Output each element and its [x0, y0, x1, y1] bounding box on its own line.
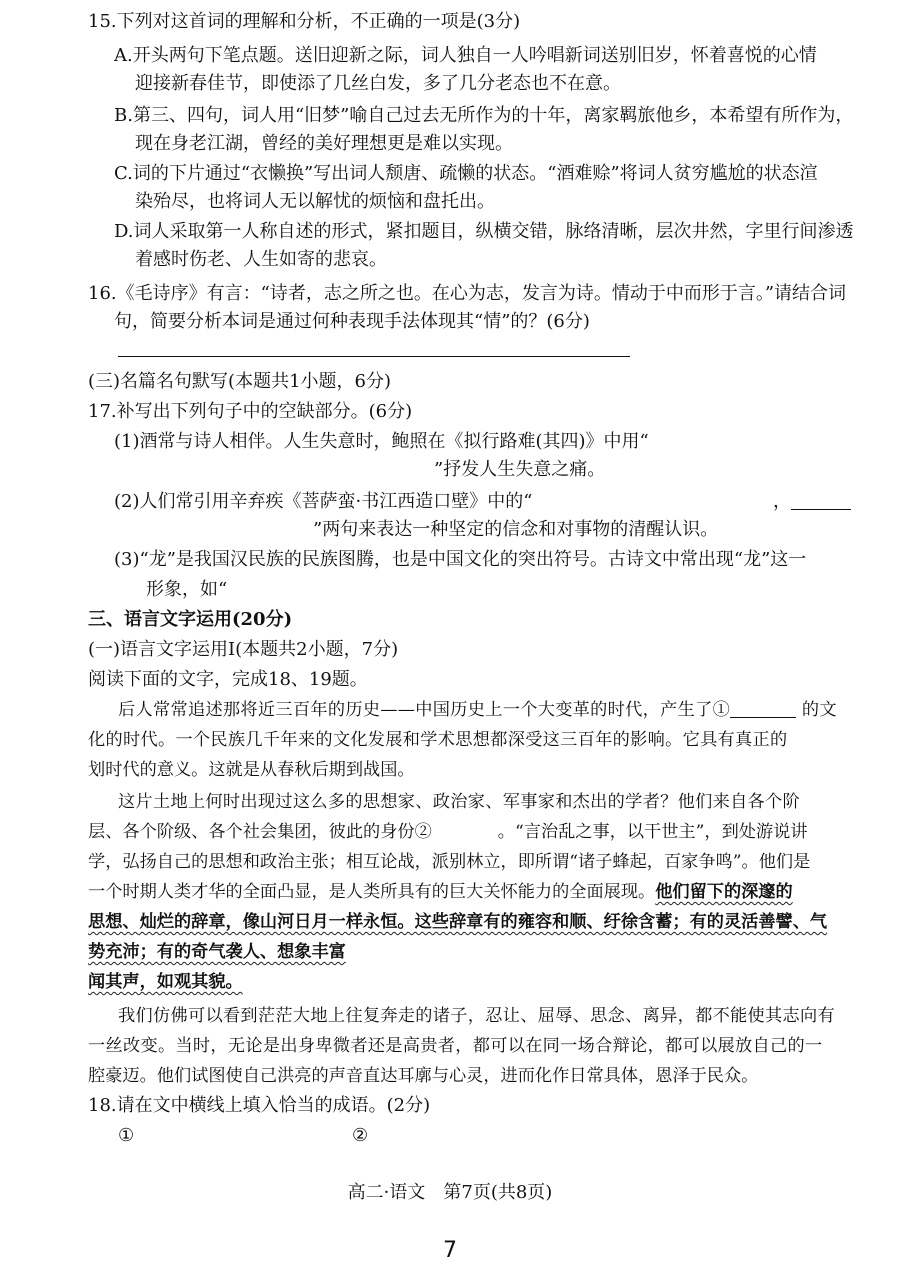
q16-stem-line2: 句，简要分析本词是通过何种表现手法体现其“情”的？(6分) [114, 311, 590, 332]
passage-p2-line2: 层、各个阶级、各个社会集团，彼此的身份② 。“言治乱之事，以干世主”，到处游说讲 [88, 822, 808, 842]
q18-stem: 18.请在文中横线上填入恰当的成语。(2分) [88, 1095, 431, 1116]
reading-instruction: 阅读下面的文字，完成18、19题。 [88, 669, 368, 690]
passage-p2-line5: 思想、灿烂的辞章，像山河日月一样永恒。这些辞章有的雍容和顺、纡徐含蓄；有的灵活善譬、气 [88, 912, 828, 932]
blank-1 [730, 699, 796, 718]
page-footer: 高二·语文 第7页(共8页) [347, 1182, 553, 1203]
passage-p2-line1: 这片土地上何时出现过这么多的思想家、政治家、军事家和杰出的学者？他们来自各个阶 [118, 792, 801, 812]
q17-part2-underline [791, 491, 851, 510]
q16-stem-line1: 16.《毛诗序》有言：“诗者，志之所之也。在心为志，发言为诗。情动于中而形于言。”请结合词 [88, 283, 847, 304]
passage-p1-line2: 化的时代。一个民族几千年来的文化发展和学术思想都深受这三百年的影响。它具有真正的 [88, 730, 788, 750]
q17-part3: (3)“龙”是我国汉民族的民族图腾，也是中国文化的突出符号。古诗文中常出现“龙”这一 [114, 549, 807, 570]
q16-answer-line [118, 356, 630, 357]
q17-part1 [114, 430, 649, 454]
q15-stem: 15.下列对这首词的理解和分析，不正确的一项是(3分) [88, 11, 521, 32]
q15-option-c-line2: 染殆尽，也将词人无以解忧的烦恼和盘托出。 [135, 191, 495, 212]
q15-option-a-line1: A.开头两句下笔点题。送旧迎新之际，词人独自一人吟唱新词送别旧岁，怀着喜悦的心情 [114, 45, 817, 66]
passage-p1-line1: 后人常常追述那将近三百年的历史——中国历史上一个大变革的时代，产生了① 的文 [118, 700, 837, 720]
passage-p3-line2: 一丝改变。当时，无论是出身卑微者还是高贵者，都可以在同一场合辩论，都可以展放自己的一 [88, 1036, 823, 1056]
q17-part2-blank: ， [773, 490, 851, 514]
q17-part1-end: ”抒发人生失意之痛。 [434, 459, 606, 480]
q17-part3-end: 形象，如“ [146, 579, 228, 600]
q17-part2 [114, 490, 532, 514]
page-number: 7 [443, 1238, 457, 1263]
passage-p3-line1: 我们仿佛可以看到茫茫大地上往复奔走的诸子，忍让、屈辱、思念、离异，都不能使其志向有 [118, 1006, 835, 1026]
q17-part2-text: (2)人们常引用辛弃疾《菩萨蛮·书江西造口壁》中的“ [114, 491, 533, 512]
passage-p3-line3: 腔豪迈。他们试图使自己洪亮的声音直达耳廓与心灵，进而化作日常具体，恩泽于民众。 [88, 1066, 759, 1086]
q17-part2-end: ”两句来表达一种坚定的信念和对事物的清醒认识。 [313, 519, 719, 540]
passage-p1-line3: 划时代的意义。这就是从春秋后期到战国。 [88, 760, 415, 780]
q15-option-b-line1: B.第三、四句，词人用“旧梦”喻自己过去无所作为的十年，离家羁旅他乡，本希望有所作为， [114, 105, 854, 126]
q17-stem: 17.补写出下列句子中的空缺部分。(6分) [88, 401, 413, 422]
q18-answer-2-marker: ② [352, 1125, 369, 1146]
passage-p2-line3: 学，弘扬自己的思想和政治主张；相互论战，派别林立，即所谓“诸子蜂起，百家争鸣”。他们是 [88, 852, 811, 872]
q18-answer-1-marker: ① [118, 1125, 135, 1146]
q15-option-a-line2: 迎接新春佳节，即使添了几丝白发，多了几分老态也不在意。 [135, 73, 621, 94]
part3-subsection: (一)语言文字运用Ⅰ(本题共2小题，7分) [88, 639, 399, 660]
part3-title: 三、语言文字运用(20分) [88, 609, 293, 630]
q17-part1-text: (1)酒常与诗人相伴。人生失意时，鲍照在《拟行路难(其四)》中用“ [114, 431, 649, 452]
q15-option-c-line1: C.词的下片通过“衣懒换”写出词人颓唐、疏懒的状态。“酒难赊”将词人贫穷尴尬的状态渲 [114, 163, 818, 184]
passage-p2-line6: 势充沛；有的奇气袭人、想象丰富 [88, 942, 346, 962]
passage-p2-line4: 一个时期人类才华的全面凸显，是人类所具有的巨大关怀能力的全面展现。他们留下的深邃的 [88, 882, 793, 902]
q15-option-b-line2: 现在身老江湖，曾经的美好理想更是难以实现。 [135, 133, 513, 154]
q15-option-d-line2: 着感时伤老、人生如寄的悲哀。 [135, 249, 387, 270]
passage-p2-line7: 闻其声，如观其貌。 [88, 972, 243, 992]
section-3-heading: (三)名篇名句默写(本题共1小题，6分) [88, 371, 391, 392]
q15-option-d-line1: D.词人采取第一人称自述的形式，紧扣题目，纵横交错，脉络清晰，层次井然，字里行间渗透 [114, 221, 854, 242]
